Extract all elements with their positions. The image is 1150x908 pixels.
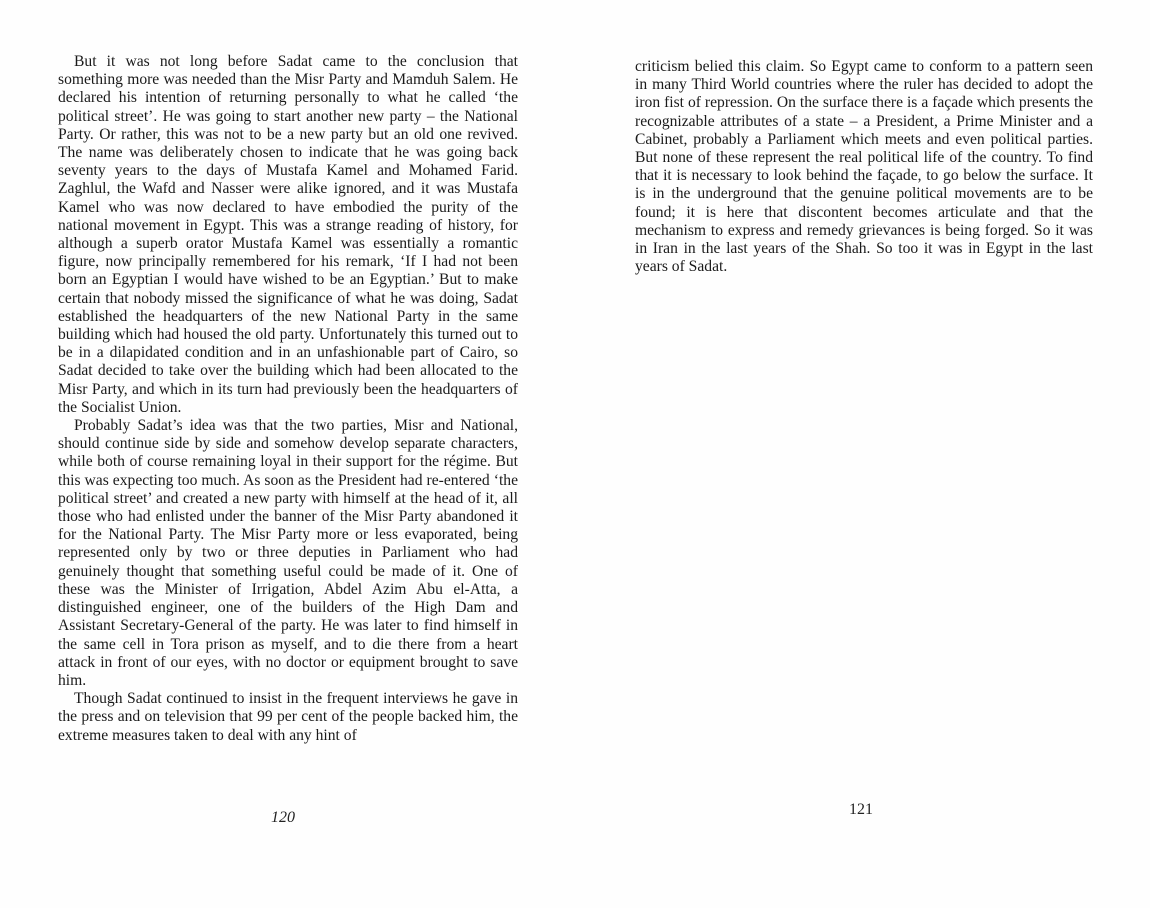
paragraph: criticism belied this claim. So Egypt came to conform to a pattern seen in many Third World countries where the ruler has decided to adopt the iron fist of repression. On the surface there is a façade which presents the recognizable attributes of a state – a President, a Prime Minister and a Cabinet, probably a Parliament which meets and even political parties. But none of these represent the real political life of the country. To find that it is necessary to look behind the façade, to go below the surface. It is in the underground that the genuine political movements are to be found; it is here that discontent becomes articulate and that the mechanism to express and remedy grievances is being forged. So it was in Iran in the last years of the Shah. So too it was in Egypt in the last years of Sadat. [635,58,1093,276]
right-page-text-column [635,58,1093,276]
right-page [575,0,1150,908]
paragraph: But it was not long before Sadat came to the conclusion that something more was needed than the Misr Party and Mamduh Salem. He declared his intention of returning personally to what he called ‘the political street’. He was going to start another new party – the National Party. Or rather, this was not to be a new party but an old one revived. The name was deliberately chosen to indicate that he was going back seventy years to the days of Mustafa Kamel and Mohamed Farid. Zaghlul, the Wafd and Nasser were alike ignored, and it was Mustafa Kamel who was now declared to have embodied the purity of the national movement in Egypt. This was a strange reading of history, for although a superb orator Mustafa Kamel was essentially a romantic figure, now principally remembered for his remark, ‘If I had not been born an Egyptian I would have wished to be an Egyptian.’ But to make certain that nobody missed the significance of what he was doing, Sadat established the headquarters of the new National Party in the same building which had housed the old party. Unfortunately this turned out to be in a dilapidated condition and in an unfashionable part of Cairo, so Sadat decided to take over the building which had been allocated to the Misr Party, and which in its turn had previously been the headquarters of the Socialist Union. [58,53,518,416]
page-number: 121 [849,801,873,818]
page-number: 120 [271,809,295,826]
paragraph: Though Sadat continued to insist in the frequent interviews he gave in the press and on television that 99 per cent of the people backed him, the extreme measures taken to deal with any hint of [58,690,518,744]
left-page-text-column [58,53,518,745]
paragraph: Probably Sadat’s idea was that the two parties, Misr and National, should continue side by side and somehow develop separate characters, while both of course remaining loyal in their support for the régime. But this was expecting too much. As soon as the President had re-entered ‘the political street’ and created a new party with himself at the head of it, all those who had enlisted under the banner of the Misr Party abandoned it for the National Party. The Misr Party more or less evaporated, being represented only by two or three deputies in Parliament who had genuinely thought that something useful could be made of it. One of these was the Minister of Irrigation, Abdel Azim Abu el-Atta, a distinguished engineer, one of the builders of the High Dam and Assistant Secretary-General of the party. He was later to find himself in the same cell in Tora prison as myself, and to die there from a heart attack in front of our eyes, with no doctor or equipment brought to save him. [58,417,518,689]
